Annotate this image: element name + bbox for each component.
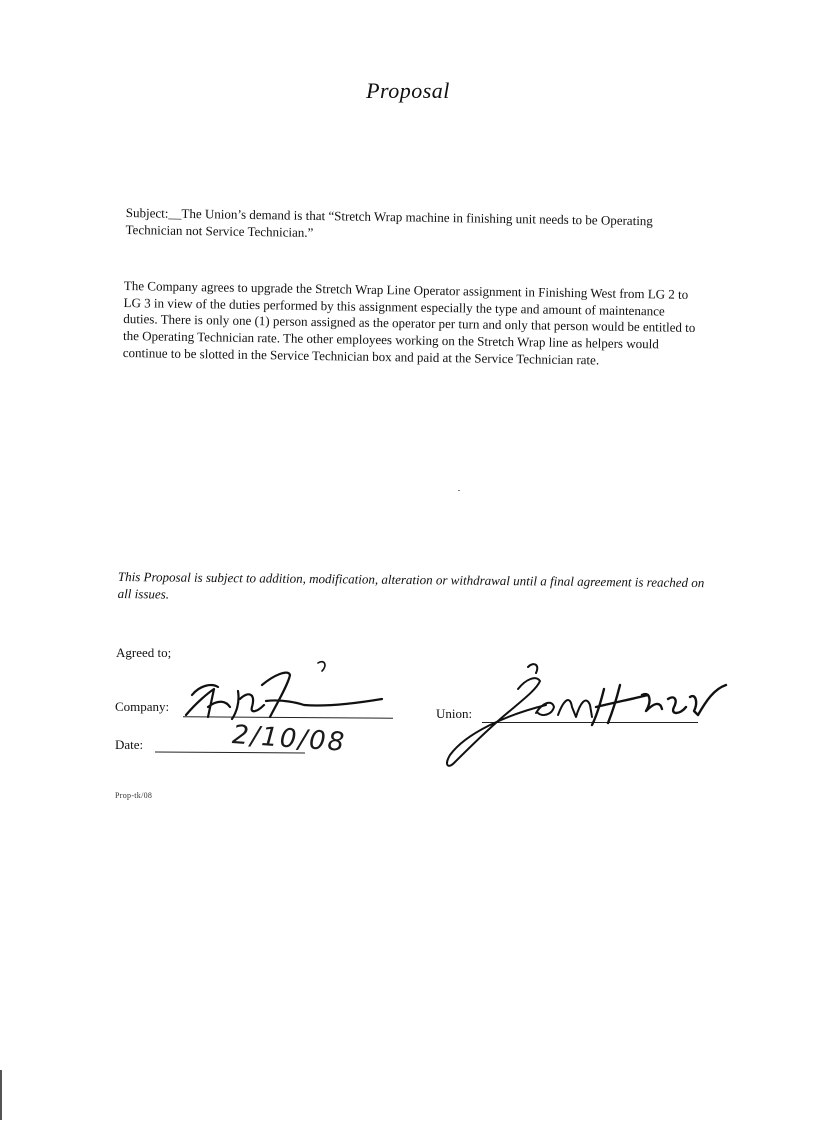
subject-label: Subject: <box>125 204 169 221</box>
union-signature <box>436 655 736 775</box>
handwritten-date: 2/10/08 <box>231 720 348 758</box>
scan-speck <box>458 490 460 491</box>
subject-underline: __ <box>168 205 182 221</box>
disclaimer-paragraph: This Proposal is subject to addition, modification, alteration or withdrawal until a final agreement is reached on all issues. <box>117 568 705 602</box>
document-title: Proposal <box>366 78 450 103</box>
body-paragraph: The Company agrees to upgrade the Stretch Wrap Line Operator assignment in Finishing West from LG 2 to LG 3 in view of the duties performed by this assignment especially the type and amount of maintenance duties. There is only one (1) person assigned as the operator per turn and only that person would be entitled to the Operating Technician rate. The other employees working on the Stretch Wrap line as helpers would continue to be slotted in the Service Technician box and paid at the Service Technician rate. <box>122 278 696 368</box>
date-label: Date: <box>115 737 144 752</box>
subject-paragraph <box>125 204 685 247</box>
company-label: Company: <box>115 699 170 714</box>
footer-code: Prop-tk/08 <box>115 791 153 800</box>
agreed-label: Agreed to; <box>116 645 172 660</box>
union-label: Union: <box>436 706 473 721</box>
subject-text: The Union’s demand is that “Stretch Wrap machine in finishing unit needs to be Operating Technician not Service Technician.” <box>125 205 653 240</box>
scan-edge-mark <box>0 1070 2 1120</box>
